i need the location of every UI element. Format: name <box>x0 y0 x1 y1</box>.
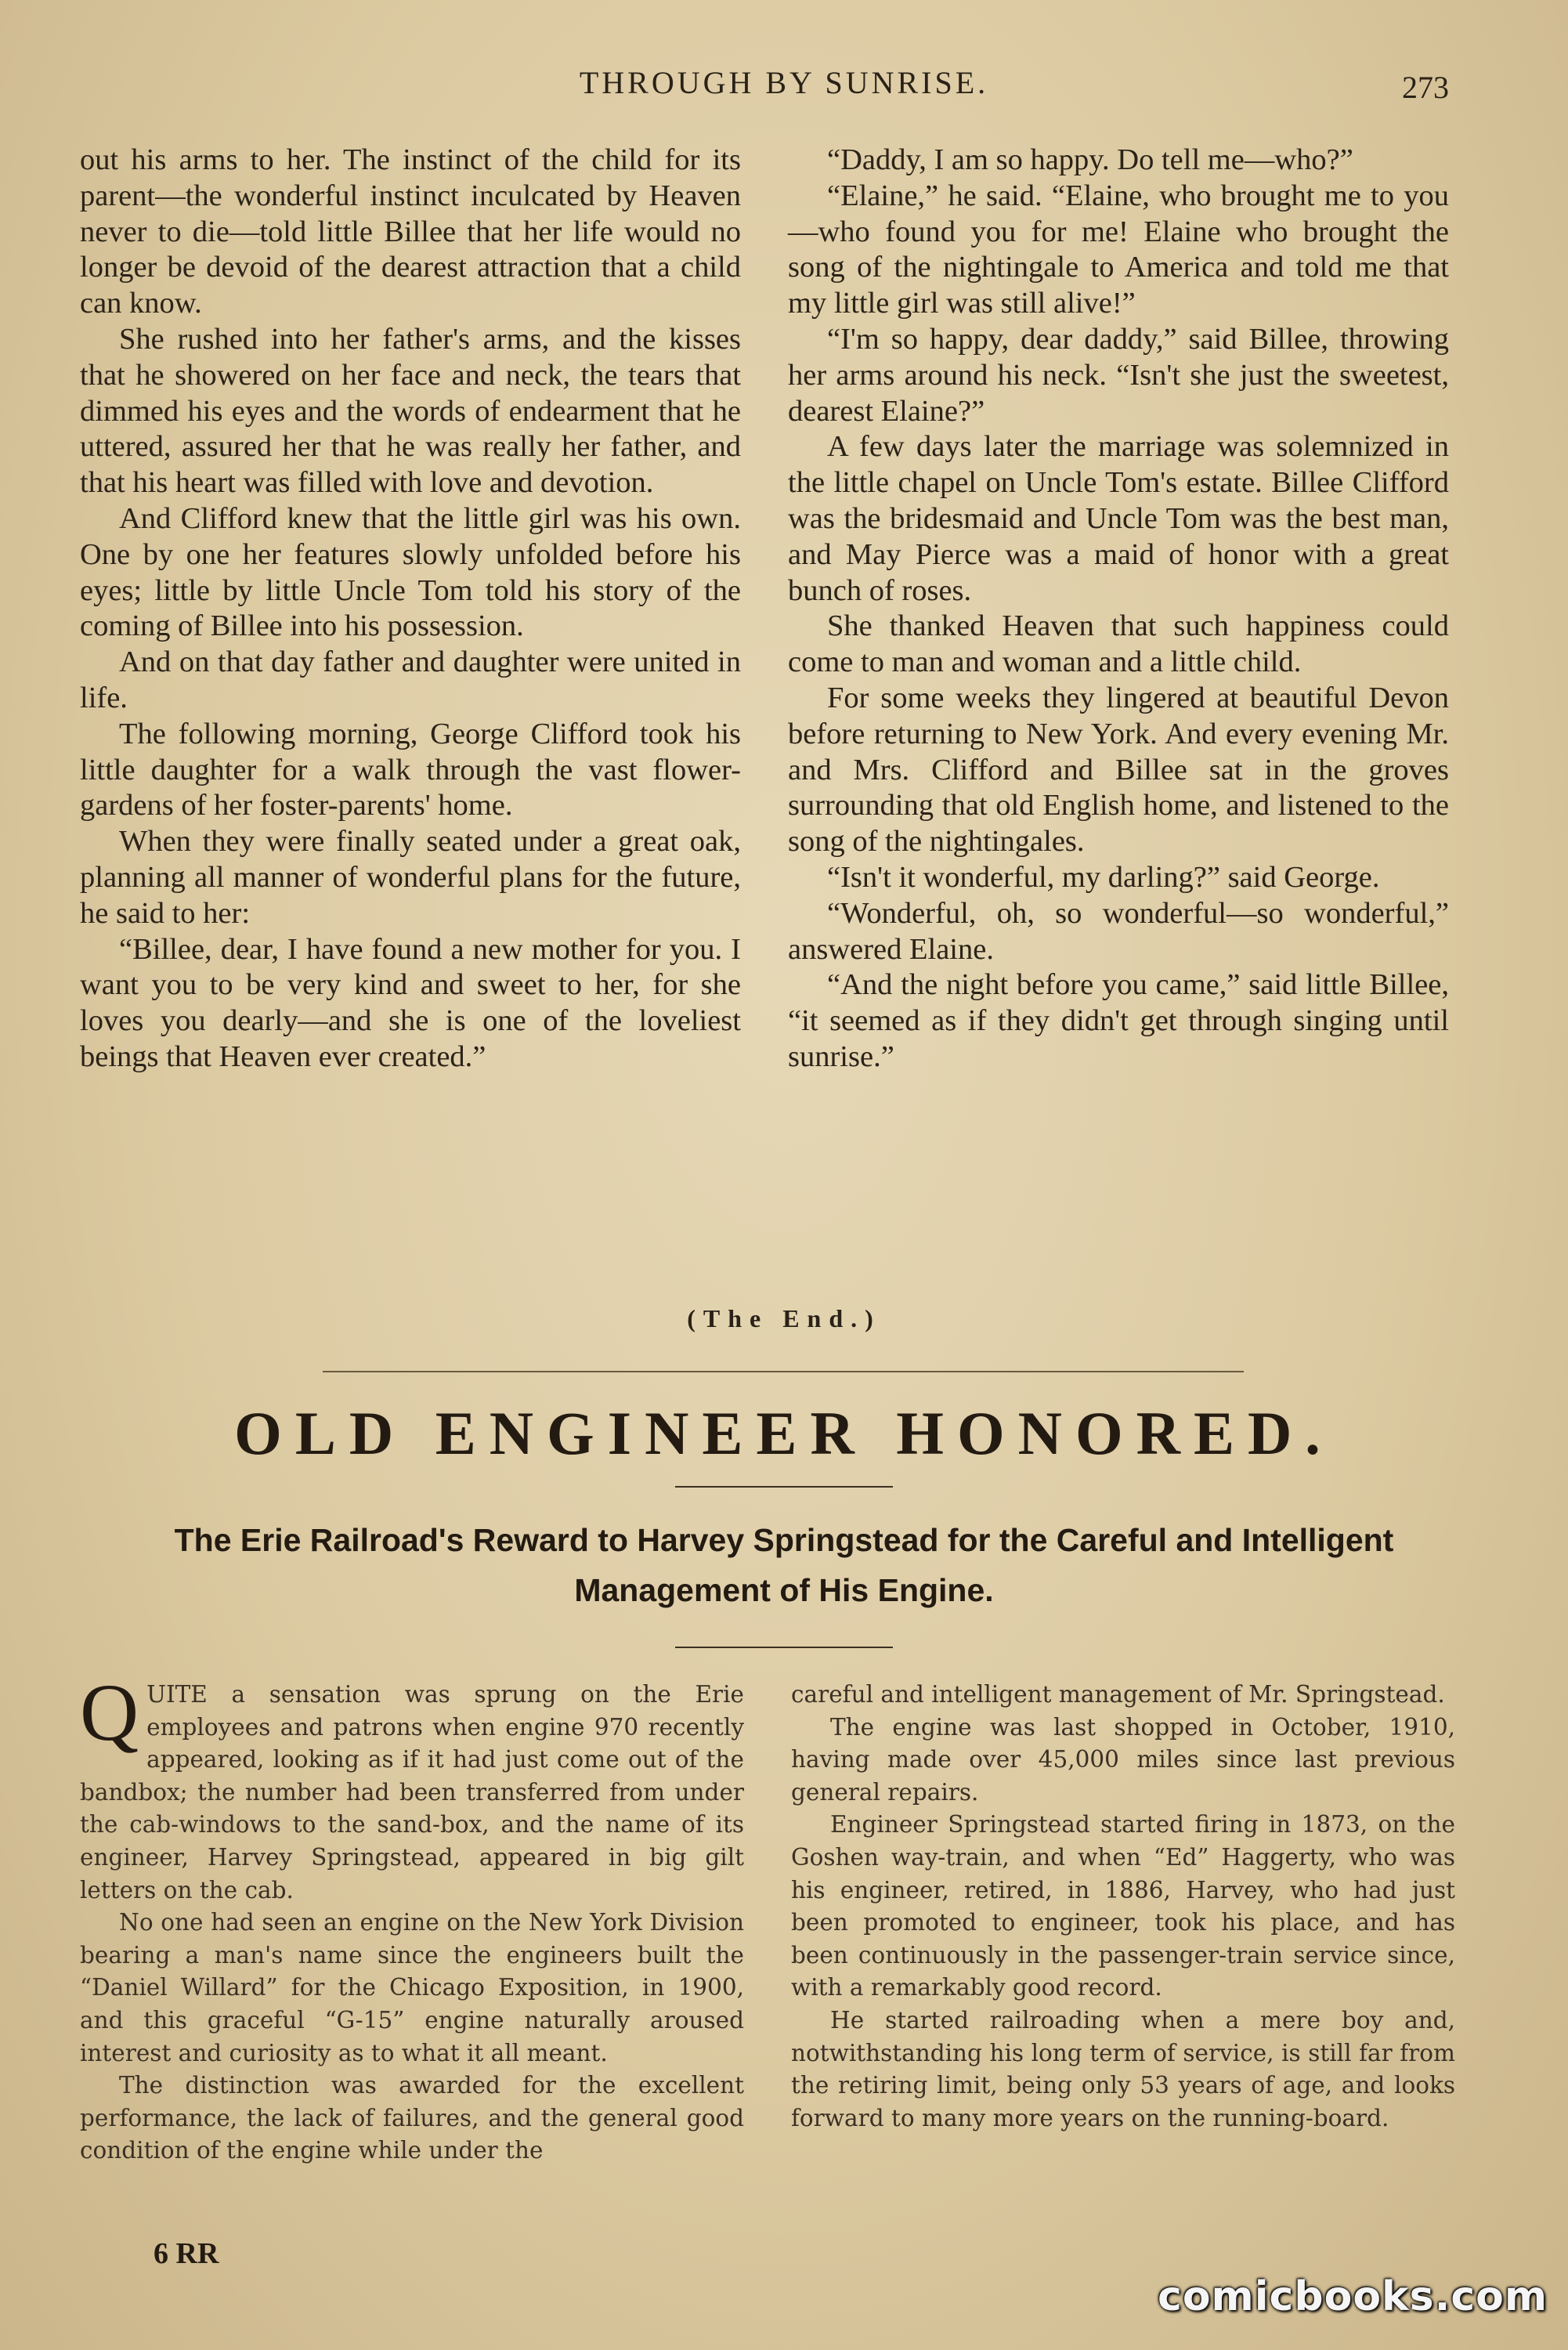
story-paragraph: When they were finally seated under a great oak, planning all manner of wonderful plans for the future, he said to her: <box>80 825 741 930</box>
story-paragraph: “I'm so happy, dear daddy,” said Billee, throwing her arms around his neck. “Isn't she just the sweetest, dearest Elaine?” <box>788 322 1449 428</box>
article-left-column <box>80 1668 744 2167</box>
folio-signature: 6 RR <box>154 2237 219 2270</box>
article-lead-text: UITE a sensation was sprung on the Erie employees and patrons when engine 970 recently appeared, looking as if it had just come out of the bandbox; the number had been transferred from under the cab-windows to the sand-box, and the name of its engineer, Harvey Springstead, appeared in big gilt letters on the cab. <box>80 1681 744 1904</box>
running-title: THROUGH BY SUNRISE. <box>579 65 989 100</box>
story-paragraph: “Isn't it wonderful, my darling?” said George. <box>827 860 1380 894</box>
article-paragraph: No one had seen an engine on the New York Division bearing a man's name since the engineers built the “Daniel Willard” for the Chicago Exposition, in 1900, and this graceful “G-15” engine naturally aroused interest and curiosity as to what it all meant. <box>80 1909 744 2066</box>
subheadline-rule <box>675 1647 893 1648</box>
article-paragraph: The engine was last shopped in October, 1910, having made over 45,000 miles since last previous general repairs. <box>791 1713 1455 1806</box>
story-paragraph: “And the night before you came,” said little Billee, “it seemed as if they didn't get through singing until sunrise.” <box>788 968 1449 1073</box>
watermark: comicbooks.com <box>1158 2273 1548 2320</box>
story-paragraph: “Billee, dear, I have found a new mother for you. I want you to be very kind and sweet to her, for she loves you dearly—and she is one of the loveliest beings that Heaven ever created.” <box>80 932 741 1073</box>
article-paragraph: Engineer Springstead started firing in 1873, on the Goshen way-train, and when “Ed” Haggerty, who was his engineer, retired, in 1886, Harvey, who had just been promoted to engineer, took his place, and has been continuously in the passenger-train service since, with a remarkably good record. <box>791 1811 1455 2001</box>
headline-rule <box>675 1486 893 1488</box>
article-paragraph: The distinction was awarded for the excellent performance, the lack of failures, and the general good condition of the engine while under the <box>80 2072 744 2164</box>
story-paragraph: “Elaine,” he said. “Elaine, who brought me to you—who found you for me! Elaine who brought the song of the nightingale to America and told me that my little girl was still alive!” <box>788 179 1449 320</box>
story-paragraph: A few days later the marriage was solemnized in the little chapel on Uncle Tom's estate. Billee Clifford was the bridesmaid and Uncle Tom was the best man, and May Pierce was a maid of honor with a great bunch of roses. <box>788 430 1449 607</box>
story-right-column <box>788 143 1449 1076</box>
story-paragraph: And on that day father and daughter were united in life. <box>80 645 741 714</box>
article-subheadline: The Erie Railroad's Reward to Harvey Springstead for the Careful and Intelligent Management of His Engine. <box>174 1522 1394 1608</box>
article-headline: OLD ENGINEER HONORED. <box>234 1399 1334 1467</box>
story-paragraph: And Clifford knew that the little girl was his own. One by one her features slowly unfolded before his eyes; little by little Uncle Tom told his story of the coming of Billee into his possession. <box>80 501 741 643</box>
story-paragraph: “Wonderful, oh, so wonderful—so wonderful,” answered Elaine. <box>788 896 1449 966</box>
story-paragraph: She rushed into her father's arms, and the kisses that he showered on her face and neck, the tears that dimmed his eyes and the words of endearment that he uttered, assured her that he was really her father, and that his heart was filled with love and devotion. <box>80 322 741 500</box>
article-paragraph: careful and intelligent management of Mr. Springstead. <box>791 1681 1445 1708</box>
article-right-column <box>791 1679 1455 2135</box>
article-paragraph: He started railroading when a mere boy and, notwithstanding his long term of service, is still far from the retiring limit, being only 53 years of age, and looks forward to many more years on the running-board. <box>791 2006 1455 2131</box>
article-lead-paragraph <box>80 1668 744 1907</box>
story-left-column <box>80 143 741 1076</box>
story-paragraph: For some weeks they lingered at beautiful Devon before returning to New York. And every evening Mr. and Mrs. Clifford and Billee sat in the groves surrounding that old English home, and listened to the song of the nightingales. <box>788 681 1449 859</box>
page-number: 273 <box>1402 70 1449 105</box>
drop-cap: Q <box>80 1668 139 1758</box>
story-paragraph: The following morning, George Clifford took his little daughter for a walk through the vast flower-gardens of her foster-parents' home. <box>80 717 741 822</box>
story-paragraph: She thanked Heaven that such happiness could come to man and woman and a little child. <box>788 609 1449 679</box>
story-paragraph: out his arms to her. The instinct of the child for its parent—the wonderful instinct inculcated by Heaven never to die—told little Billee that her life would no longer be devoid of the dearest attraction that a child can know. <box>80 143 741 320</box>
story-paragraph: “Daddy, I am so happy. Do tell me—who?” <box>827 143 1353 176</box>
section-divider <box>323 1371 1244 1372</box>
the-end-marker: (The End.) <box>687 1304 881 1332</box>
